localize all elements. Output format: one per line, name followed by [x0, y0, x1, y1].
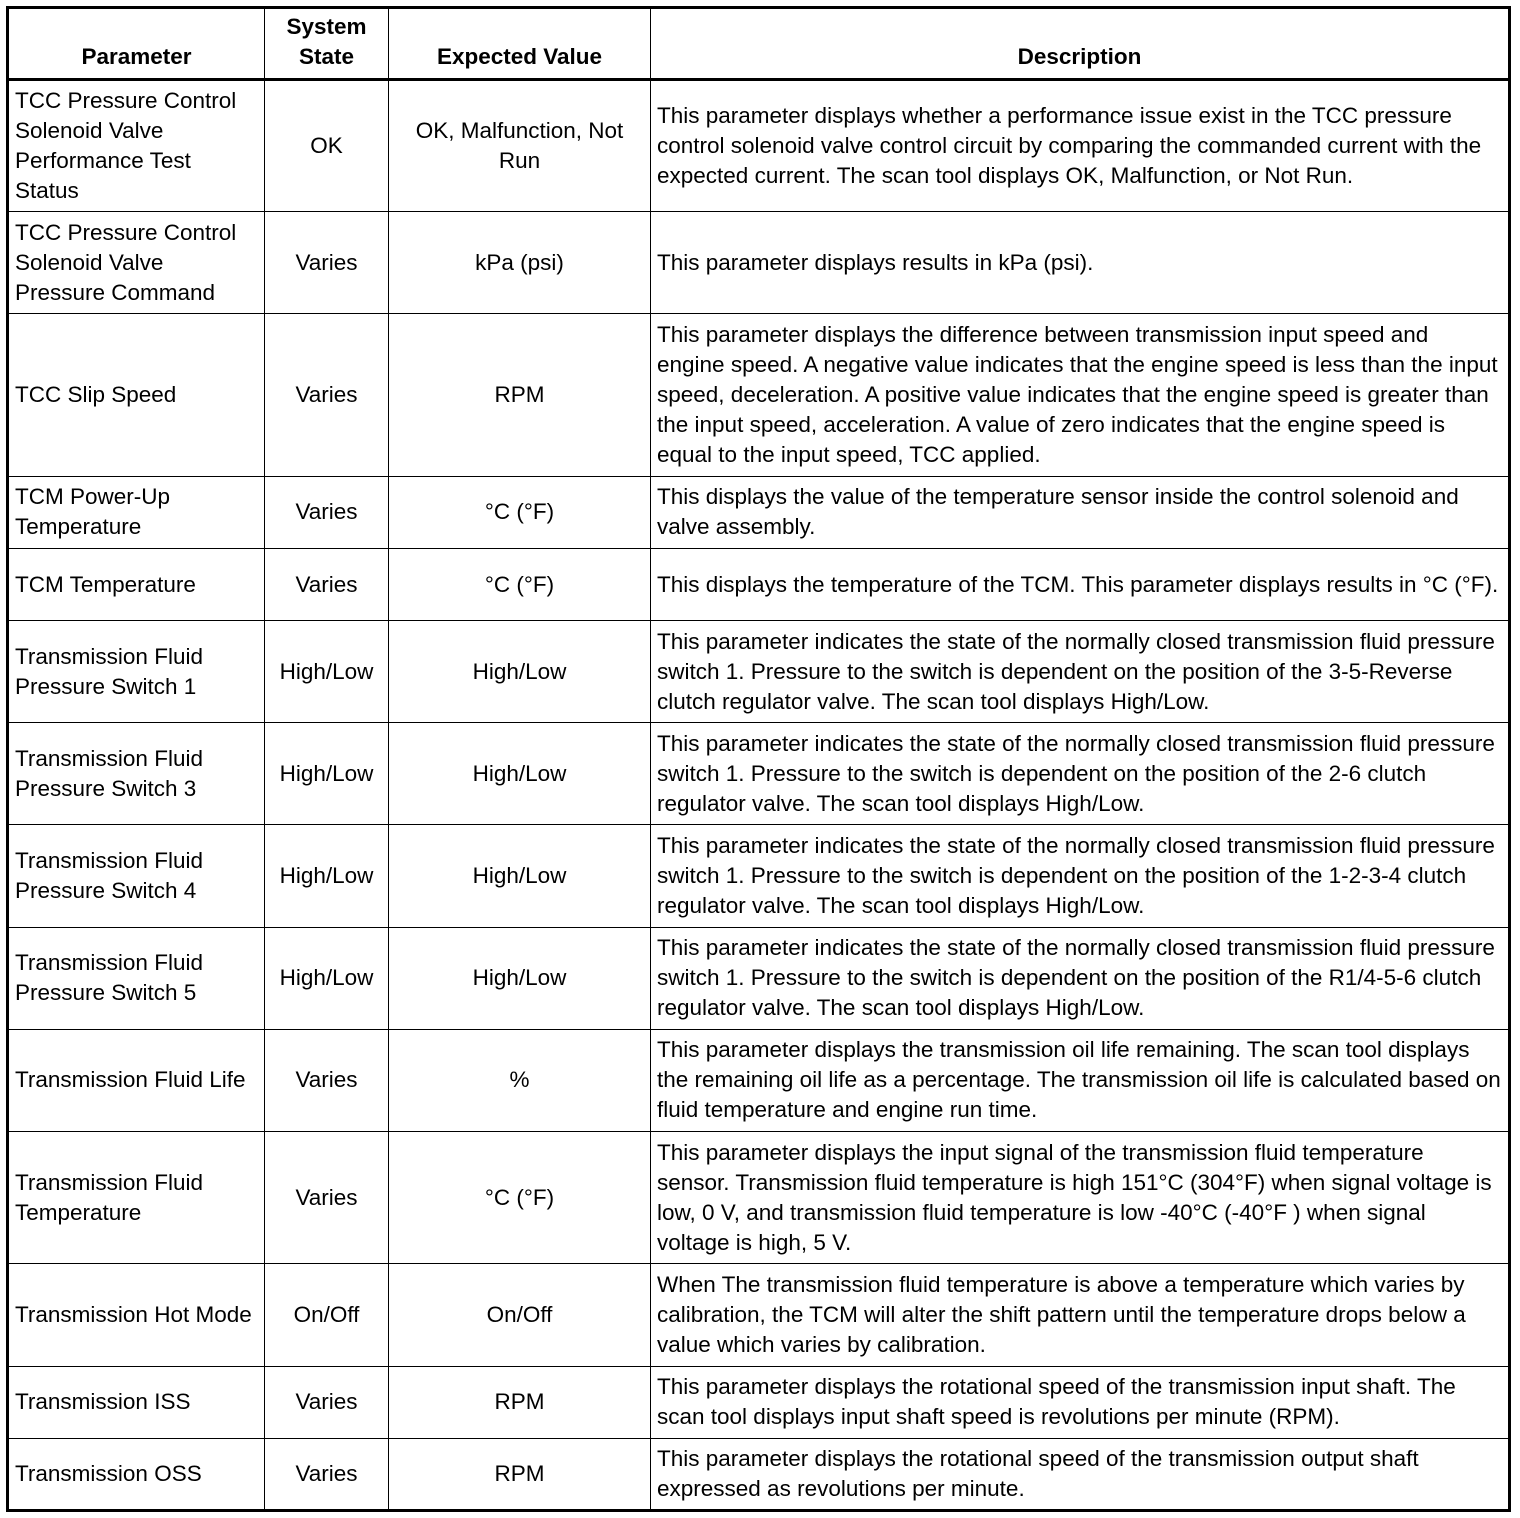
table-row [8, 476, 1510, 548]
cell-system-state: Varies [265, 1029, 389, 1131]
table-row [8, 1366, 1510, 1438]
table-row [8, 621, 1510, 723]
cell-expected-value: % [389, 1029, 651, 1131]
cell-expected-value: High/Low [389, 825, 651, 927]
cell-description: This displays the value of the temperature sensor inside the control solenoid and valve assembly. [651, 476, 1510, 548]
cell-system-state: Varies [265, 314, 389, 476]
cell-expected-value: °C (°F) [389, 476, 651, 548]
cell-system-state: High/Low [265, 723, 389, 825]
parameter-table [6, 6, 1511, 1512]
cell-system-state: Varies [265, 212, 389, 314]
cell-expected-value: High/Low [389, 621, 651, 723]
header-expected-value: Expected Value [389, 8, 651, 80]
cell-description: This parameter indicates the state of the normally closed transmission fluid pressure switch 1. Pressure to the switch is dependent on the position of the 1-2-3-4 clutch regulator valve. The scan tool displays High/Low. [651, 825, 1510, 927]
cell-description: This displays the temperature of the TCM. This parameter displays results in °C (°F). [651, 548, 1510, 620]
cell-expected-value: High/Low [389, 927, 651, 1029]
cell-parameter: TCC Pressure Control Solenoid Valve Pressure Command [8, 212, 265, 314]
cell-system-state: Varies [265, 1438, 389, 1510]
cell-expected-value: RPM [389, 314, 651, 476]
cell-system-state: High/Low [265, 621, 389, 723]
cell-description: This parameter displays the rotational speed of the transmission output shaft expressed as revolutions per minute. [651, 1438, 1510, 1510]
table-row [8, 80, 1510, 212]
cell-expected-value: °C (°F) [389, 548, 651, 620]
table-row [8, 927, 1510, 1029]
cell-parameter: Transmission Fluid Pressure Switch 4 [8, 825, 265, 927]
cell-description: This parameter indicates the state of the normally closed transmission fluid pressure switch 1. Pressure to the switch is dependent on the position of the 3-5-Reverse clutch regulator valve. The scan tool displays High/Low. [651, 621, 1510, 723]
cell-expected-value: High/Low [389, 723, 651, 825]
cell-description: This parameter displays the input signal of the transmission fluid temperature sensor. Transmission fluid temperature is high 151°C (304°F) when signal voltage is low, 0 V, and transmission fluid temperature is low -40°C (-40°F ) when signal voltage is high, 5 V. [651, 1132, 1510, 1264]
table-row [8, 723, 1510, 825]
cell-expected-value: RPM [389, 1438, 651, 1510]
cell-parameter: Transmission Hot Mode [8, 1264, 265, 1366]
table-row [8, 212, 1510, 314]
cell-parameter: Transmission Fluid Pressure Switch 3 [8, 723, 265, 825]
cell-expected-value: °C (°F) [389, 1132, 651, 1264]
cell-description: This parameter displays results in kPa (psi). [651, 212, 1510, 314]
cell-expected-value: OK, Malfunction, Not Run [389, 80, 651, 212]
cell-description: This parameter indicates the state of the normally closed transmission fluid pressure switch 1. Pressure to the switch is dependent on the position of the 2-6 clutch regulator valve. The scan tool displays High/Low. [651, 723, 1510, 825]
cell-expected-value: On/Off [389, 1264, 651, 1366]
cell-parameter: Transmission Fluid Pressure Switch 1 [8, 621, 265, 723]
cell-system-state: Varies [265, 1366, 389, 1438]
table-row [8, 314, 1510, 476]
header-row [8, 8, 1510, 80]
cell-system-state: High/Low [265, 927, 389, 1029]
cell-parameter: TCC Pressure Control Solenoid Valve Performance Test Status [8, 80, 265, 212]
header-system-state: System State [265, 8, 389, 80]
table-row [8, 1132, 1510, 1264]
cell-expected-value: kPa (psi) [389, 212, 651, 314]
table-row [8, 1438, 1510, 1510]
cell-system-state: Varies [265, 476, 389, 548]
cell-parameter: TCC Slip Speed [8, 314, 265, 476]
table-row [8, 1264, 1510, 1366]
cell-parameter: TCM Power-Up Temperature [8, 476, 265, 548]
table-row [8, 1029, 1510, 1131]
header-parameter: Parameter [8, 8, 265, 80]
cell-parameter: Transmission OSS [8, 1438, 265, 1510]
cell-parameter: Transmission Fluid Life [8, 1029, 265, 1131]
cell-description: This parameter displays the rotational speed of the transmission input shaft. The scan tool displays input shaft speed is revolutions per minute (RPM). [651, 1366, 1510, 1438]
cell-expected-value: RPM [389, 1366, 651, 1438]
cell-description: This parameter indicates the state of the normally closed transmission fluid pressure switch 1. Pressure to the switch is dependent on the position of the R1/4-5-6 clutch regulator valve. The scan tool displays High/Low. [651, 927, 1510, 1029]
cell-system-state: OK [265, 80, 389, 212]
cell-system-state: Varies [265, 548, 389, 620]
table-row [8, 548, 1510, 620]
cell-description: This parameter displays the difference between transmission input speed and engine speed. A negative value indicates that the engine speed is less than the input speed, deceleration. A positive value indicates that the engine speed is greater than the input speed, acceleration. A value of zero indicates that the engine speed is equal to the input speed, TCC applied. [651, 314, 1510, 476]
cell-description: This parameter displays whether a performance issue exist in the TCC pressure control solenoid valve control circuit by comparing the commanded current with the expected current. The scan tool displays OK, Malfunction, or Not Run. [651, 80, 1510, 212]
header-description: Description [651, 8, 1510, 80]
cell-system-state: Varies [265, 1132, 389, 1264]
cell-parameter: TCM Temperature [8, 548, 265, 620]
cell-parameter: Transmission ISS [8, 1366, 265, 1438]
cell-system-state: High/Low [265, 825, 389, 927]
cell-parameter: Transmission Fluid Temperature [8, 1132, 265, 1264]
cell-system-state: On/Off [265, 1264, 389, 1366]
table-row [8, 825, 1510, 927]
cell-description: When The transmission fluid temperature is above a temperature which varies by calibration, the TCM will alter the shift pattern until the temperature drops below a value which varies by calibration. [651, 1264, 1510, 1366]
cell-description: This parameter displays the transmission oil life remaining. The scan tool displays the remaining oil life as a percentage. The transmission oil life is calculated based on fluid temperature and engine run time. [651, 1029, 1510, 1131]
cell-parameter: Transmission Fluid Pressure Switch 5 [8, 927, 265, 1029]
